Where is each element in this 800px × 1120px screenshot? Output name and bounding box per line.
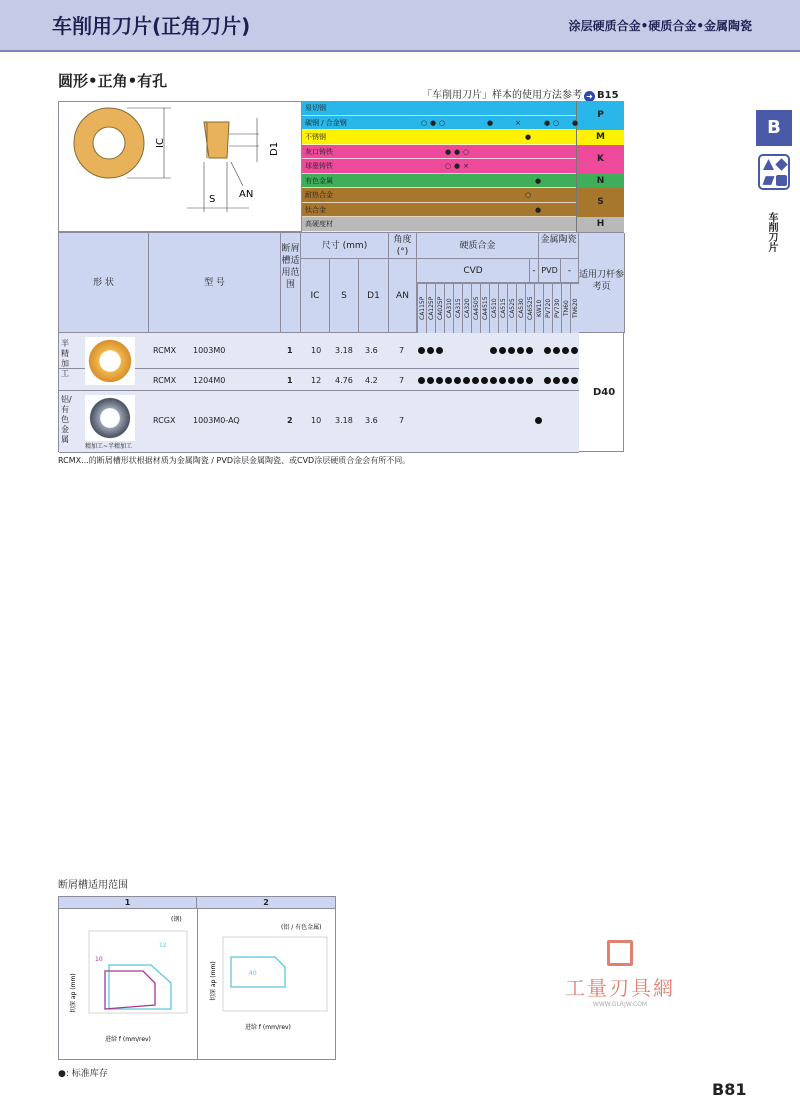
reference-page[interactable]: B15: [597, 90, 619, 101]
cell-an: 7: [399, 416, 405, 425]
stock-dot: [562, 347, 569, 354]
material-label: 灰口铸铁: [305, 147, 333, 156]
stock-dot: [571, 377, 578, 384]
stock-dot: [544, 377, 551, 384]
suitability-mark: ●: [453, 162, 461, 170]
work-material-matrix: [302, 101, 624, 232]
suitability-mark: ●: [543, 118, 551, 127]
suitability-mark: ×: [515, 118, 521, 127]
material-group: K: [576, 145, 624, 174]
stock-dot: [535, 417, 542, 424]
suitability-mark: ○: [552, 118, 560, 127]
suitability-mark: ●: [534, 176, 542, 185]
suitability-mark: ●: [486, 118, 494, 127]
section-title: 圆形•正角•有孔: [58, 72, 168, 90]
cell-size: 1003M0: [193, 346, 226, 355]
cell-an: 7: [399, 376, 405, 385]
d1-col: D1: [359, 259, 389, 333]
insert-image: [85, 395, 135, 441]
panel-material: (铝 / 有色金属): [281, 924, 322, 931]
grade-header: CA4515: [480, 283, 489, 333]
footnote: RCMX...的断屑槽形状根据材质为金属陶瓷 / PVD涂层金属陶瓷、或CVD涂层硬质合金会有所不同。: [58, 456, 411, 465]
suitability-mark: ●: [444, 147, 452, 156]
material-label: 球墨铸铁: [305, 162, 333, 170]
pvd-header: PVD: [539, 259, 561, 283]
curve-label: 40: [249, 970, 257, 977]
stock-dot: [427, 377, 434, 384]
carbide-header: 硬质合金: [417, 233, 539, 259]
cell-s: 3.18: [335, 416, 353, 425]
holder-page[interactable]: D40: [593, 387, 616, 398]
stock-dot: [553, 347, 560, 354]
stock-dot: [481, 377, 488, 384]
panel-xlabel: 进给 f (mm/rev): [105, 1036, 151, 1043]
an-label: AN: [239, 189, 254, 200]
group-label: 半精加工: [61, 339, 69, 378]
material-label: 碳钢 / 合金钢: [305, 118, 347, 127]
stock-dot: [562, 377, 569, 384]
cermet-header: 金属陶瓷: [539, 233, 579, 259]
material-group: P: [576, 101, 624, 130]
stock-dot: [544, 347, 551, 354]
grade-header: CA125P: [426, 283, 435, 333]
side-label: 车削刀片: [766, 212, 777, 252]
material-label: 有色金属: [305, 176, 333, 185]
ic-label: IC: [155, 138, 166, 148]
grade-header: KW10: [534, 283, 543, 333]
size-header: 尺寸 (mm): [301, 233, 389, 259]
suitability-mark: ○: [438, 118, 446, 127]
cell-type: RCMX: [153, 376, 177, 385]
curve-label: 12: [159, 942, 167, 949]
panel-number: 2: [197, 897, 335, 909]
stock-dot: [436, 377, 443, 384]
section-tab[interactable]: B: [756, 110, 792, 146]
cell-type: RCGX: [153, 416, 176, 425]
stock-dot: [454, 377, 461, 384]
cell-s: 3.18: [335, 346, 353, 355]
stock-dot: [508, 377, 515, 384]
insert-image: [85, 337, 135, 385]
grade-header: CA4505: [471, 283, 480, 333]
grade-header: CA315: [453, 283, 462, 333]
stock-dot: [553, 377, 560, 384]
chipbreaker-range-chart: [58, 896, 336, 1060]
material-label: 耐热合金: [305, 191, 333, 199]
stock-dot: [499, 377, 506, 384]
grade-header: TN620: [570, 283, 579, 333]
chipbreaker-range-title: 断屑槽适用范围: [58, 880, 128, 891]
grade-header: CA515: [498, 283, 507, 333]
suitability-mark: ○: [524, 191, 532, 199]
cell-size: 1204M0: [193, 376, 226, 385]
stock-dot: [418, 377, 425, 384]
cell-type: RCMX: [153, 346, 177, 355]
cell-ic: 10: [311, 416, 322, 425]
page-number: B81: [712, 1080, 747, 1099]
panel-xlabel: 进给 f (mm/rev): [245, 1024, 291, 1031]
panel-number: 1: [59, 897, 197, 909]
stock-dot: [526, 347, 533, 354]
holder-header: 适用刀杆参考页: [579, 233, 625, 333]
insert-drawing: [58, 101, 302, 232]
watermark: [540, 940, 700, 1008]
stock-dot: [517, 377, 524, 384]
grade-header: TN60: [561, 283, 570, 333]
cell-an: 7: [399, 346, 405, 355]
suitability-mark: ×: [463, 162, 469, 170]
suitability-mark: ○: [444, 162, 452, 170]
watermark-logo-icon: [607, 940, 633, 966]
stock-dot: [490, 377, 497, 384]
grade-header: CA115P: [417, 283, 426, 333]
grade-header: CA510: [489, 283, 498, 333]
stock-dot: [445, 377, 452, 384]
suitability-mark: ●: [524, 133, 532, 141]
cell-ic: 10: [311, 346, 322, 355]
material-group: N: [576, 174, 624, 189]
insert-shape-icon: [758, 154, 790, 190]
panel-material: (钢): [171, 916, 182, 923]
grade-header: CA025P: [435, 283, 444, 333]
d1-label: D1: [269, 141, 280, 156]
insert-table: [58, 232, 624, 452]
grade-header: PV720: [543, 283, 552, 333]
cell-d1: 4.2: [365, 376, 378, 385]
watermark-url: WWW.GLRJW.COM: [592, 1001, 648, 1008]
page-title: 车削用刀片(正角刀片): [52, 14, 251, 38]
legend: ●: 标准库存: [58, 1069, 108, 1079]
stock-dot: [490, 347, 497, 354]
grade-header: CA320: [462, 283, 471, 333]
material-label: 钛合金: [305, 205, 326, 214]
suitability-mark: ○: [462, 147, 470, 156]
arrow-icon: ➜: [584, 91, 595, 102]
panel-ylabel: 切深 ap (mm): [210, 961, 217, 1001]
cell-size: 1003M0-AQ: [193, 416, 240, 425]
cvd-header: CVD: [417, 259, 530, 283]
page-header: [0, 0, 800, 52]
cell-cb: 1: [287, 346, 293, 355]
stock-dot: [526, 377, 533, 384]
material-group: M: [576, 130, 624, 145]
material-label: 易切钢: [305, 104, 326, 112]
an-col: AN: [389, 259, 417, 333]
cell-cb: 2: [287, 416, 293, 425]
cell-cb: 1: [287, 376, 293, 385]
watermark-brand: 工量刃具網: [565, 976, 675, 1000]
stock-dot: [517, 347, 524, 354]
cell-d1: 3.6: [365, 416, 378, 425]
angle-header: 角度 (°): [389, 233, 417, 259]
suitability-mark: ○: [420, 118, 428, 127]
material-label: 不锈钢: [305, 133, 326, 141]
carbide-dash: -: [530, 259, 539, 283]
stock-dot: [472, 377, 479, 384]
s-label: S: [209, 194, 216, 205]
material-group: S: [576, 188, 624, 217]
chipbreaker-header: 断屑槽适用范围: [281, 233, 301, 333]
material-group: H: [576, 217, 624, 232]
stock-dot: [463, 377, 470, 384]
curve-label: 10: [95, 956, 103, 963]
cell-d1: 3.6: [365, 346, 378, 355]
suitability-mark: ●: [534, 205, 542, 214]
grade-header: CA525: [507, 283, 516, 333]
stock-dot: [418, 347, 425, 354]
panel-ylabel: 切深 ap (mm): [70, 973, 77, 1013]
reference-note: [422, 86, 619, 102]
model-header: 型 号: [149, 233, 281, 333]
cell-ic: 12: [311, 376, 322, 385]
group-sublabel: 精加工~半精加工: [85, 443, 133, 450]
stock-dot: [508, 347, 515, 354]
grade-header: CA310: [444, 283, 453, 333]
suitability-mark: ●: [571, 118, 579, 127]
cermet-dash: -: [561, 259, 579, 283]
cell-s: 4.76: [335, 376, 353, 385]
group-label: 铝/有色金属: [61, 395, 72, 444]
stock-dot: [427, 347, 434, 354]
grade-header: CA530: [516, 283, 525, 333]
reference-text: 「车削用刀片」样本的使用方法参考: [422, 90, 582, 101]
header-category: 涂层硬质合金•硬质合金•金属陶瓷: [568, 19, 752, 33]
suitability-mark: ●: [429, 118, 437, 127]
s-col: S: [330, 259, 359, 333]
shape-header: 形 状: [59, 233, 149, 333]
grade-header: CA6525: [525, 283, 534, 333]
suitability-mark: ●: [453, 147, 461, 156]
ic-col: IC: [301, 259, 330, 333]
material-label: 高硬度材: [305, 220, 333, 228]
grade-header: PV730: [552, 283, 561, 333]
stock-dot: [499, 347, 506, 354]
stock-dot: [436, 347, 443, 354]
stock-dot: [571, 347, 578, 354]
